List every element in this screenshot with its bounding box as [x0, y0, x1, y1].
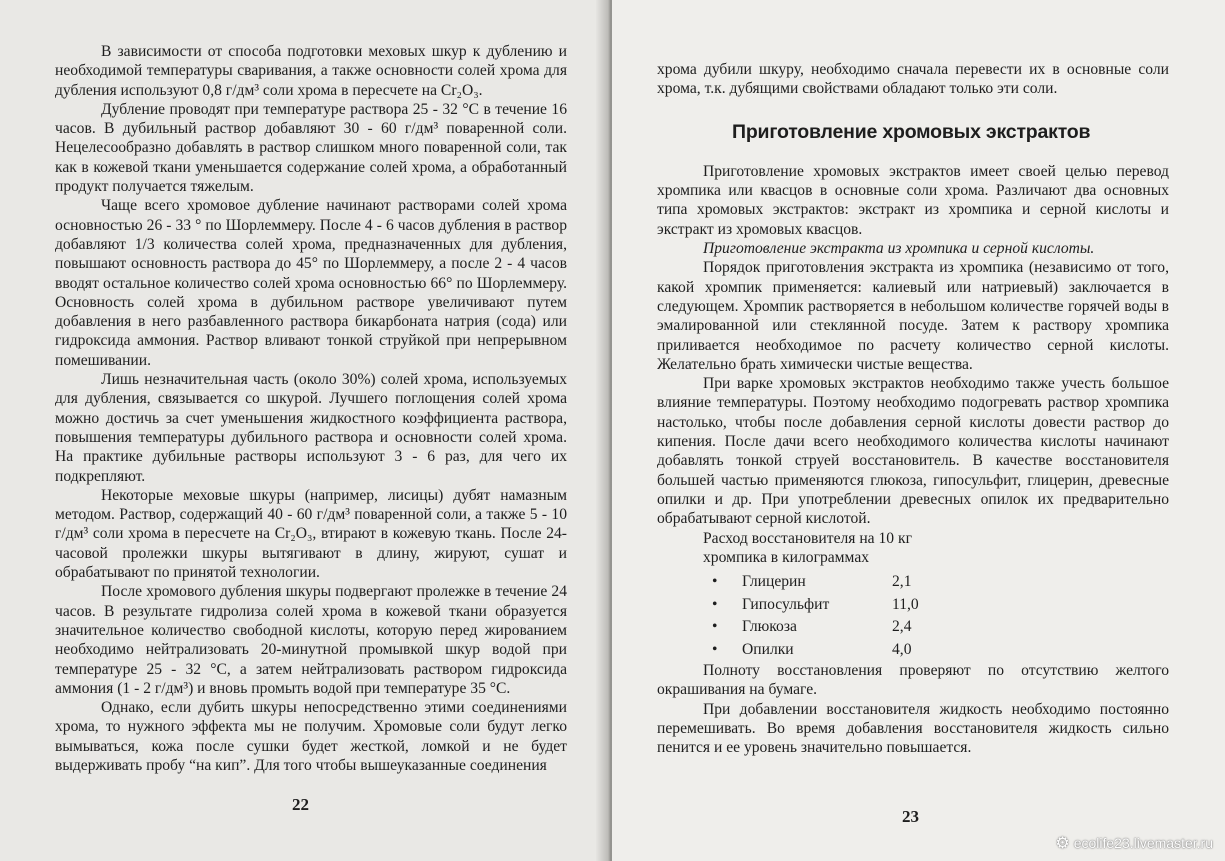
paragraph: Порядок приготовления экстракта из хромпика (независимо от того, какой хромпик применяется: калиевый или натриевый) заключается в следующем. Хромпик растворяется в небольшом количестве горячей воды в эмалированной или стеклянной посуде. Затем к раствору хромпика приливается необходимое по расчету количество серной кислоты. Желательно брать химически чистые вещества. [657, 259, 1169, 373]
list-item [712, 639, 1169, 662]
paragraph: Чаще всего хромовое дубление начинают растворами солей хрома основностью 26 - 33 ° по Шорлеммеру. После 4 - 6 часов дубления в раствор добавляют 1/3 количества солей хрома, предназначенных для дубления, повышают основность раствора до 45° по Шорлеммеру, а после 2 - 4 часов вводят остальное количество солей хрома основностью 66° по Шорлеммеру. Основность солей хрома в дубильном растворе увеличивают путем добавления в него разбавленного раствора бикарбоната натрия (сода) или гидроксида аммония. Раствор вливают тонкой струйкой при непрерывном помешивании. [55, 197, 567, 369]
right-text-column [657, 60, 1169, 758]
reagent-qty: 11,0 [892, 595, 919, 613]
bullet-icon: • [712, 573, 718, 591]
left-page [0, 0, 608, 861]
right-page [612, 0, 1225, 861]
paragraph: После хромового дубления шкуры подвергают пролежке в течение 24 часов. В результате гидролиза солей хрома в кожевой ткани образуется значительное количество свободной кислоты, которую перед жированием необходимо нейтрализовать 20-минутной промывкой шкур водой при температуре 25 - 32 °С, а затем нейтрализовать раствором гидроксида аммония (1 - 2 г/дм³) и вновь промыть водой при температуре 35 °С. [55, 583, 567, 697]
paragraph: Однако, если дубить шкуры непосредственно этими соединениями хрома, то нужного эффекта мы не получим. Хромовые соли будут легко вымываться, кожа после сушки будет жесткой, ломкой и не будет выдерживать пробу “на кип”. Для того чтобы вышеуказанные соединения [55, 699, 567, 774]
paragraph: Полноту восстановления проверяют по отсутствию желтого окрашивания на бумаге. [657, 662, 1169, 699]
reagent-table [657, 529, 1169, 662]
subheading: Приготовление экстракта из хромпика и серной кислоты. [703, 240, 1095, 258]
paragraph: Дубление проводят при температуре раствора 25 - 32 °С в течение 16 часов. В дубильный раствор добавляют 30 - 60 г/дм³ поваренной соли. Нецелесообразно добавлять в раствор слишком много поваренной соли, так как в кожевой ткани уменьшается содержание солей хрома, а обработанный продукт получается тяжелым. [55, 100, 567, 196]
bullet-icon: • [712, 640, 718, 658]
page-number: 22 [292, 795, 309, 814]
section-heading: Приготовление хромовых экстрактов [732, 120, 1091, 143]
reagent-qty: 4,0 [892, 640, 912, 658]
reagent-qty: 2,1 [892, 573, 912, 591]
bullet-icon: • [712, 618, 718, 636]
table-caption: Расход восстановителя на 10 кг [703, 529, 912, 547]
paragraph: При добавлении восстановителя жидкость необходимо постоянно перемешивать. Во время добавления восстановителя жидкость сильно пенится и ее уровень значительно повышается. [657, 700, 1169, 757]
table-caption: хромпика в килограммах [703, 548, 870, 566]
list-item [712, 616, 1169, 639]
list-item [712, 571, 1169, 594]
left-text-column [55, 42, 567, 775]
paragraph: Некоторые меховые шкуры (например, лисицы) дубят намазным методом. Раствор, содержащий 40 - 60 г/дм³ поваренной соли, а также 5 - 10 г/дм³ соли хрома в пересчете на Cr₂O₃, втирают в кожевую ткань. После 24-часовой пролежки шкуры вытягивают в длину, жируют, сушат и обрабатывают по принятой технологии. [55, 486, 567, 582]
reagent-qty: 2,4 [892, 618, 912, 636]
paragraph: Лишь незначительная часть (около 30%) солей хрома, используемых для дубления, связывается со шкурой. Лучшего поглощения солей хрома можно достичь за счет уменьшения жидкостного коэффициента раствора, повышения температуры дубильного раствора и основности солей хрома. На практике дубильные растворы используют 3 - 6 раз, для чего их подкрепляют. [55, 371, 567, 485]
reagent-name: Глицерин [742, 573, 806, 591]
paragraph: хрома дубили шкуру, необходимо сначала перевести их в основные соли хрома, т.к. дубящими свойствами обладают только эти соли. [657, 61, 1169, 98]
reagent-name: Гипосульфит [742, 595, 830, 613]
reagent-name: Глюкоза [742, 618, 797, 636]
paragraph: Приготовление хромовых экстрактов имеет своей целью перевод хромпика или квасцов в основные соли хрома. Различают два основных типа хромовых экстрактов: экстракт из хромпика и серной кислоты и экстракт из хромовых квасцов. [657, 162, 1169, 238]
paragraph: При варке хромовых экстрактов необходимо также учесть большое влияние температуры. Поэтому необходимо подогревать раствор хромпика настолько, чтобы после добавления серной кислоты довести раствор до кипения. После дачи всего необходимого количества кислоты начинают добавлять тонкой струей восстановитель. В качестве восстановителя большей частью применяются глюкоза, гипосульфит, глицерин, древесные опилки и др. При употреблении древесных опилок их предварительно обрабатывают серной кислотой. [657, 375, 1169, 528]
watermark [1055, 833, 1213, 853]
reagent-list [712, 571, 1169, 661]
paragraph: В зависимости от способа подготовки меховых шкур к дублению и необходимой температуры сваривания, а также основности солей хрома для дубления используют 0,8 г/дм³ соли хрома в пересчете на Cr₂O₃. [55, 43, 567, 99]
watermark-text: ecolife23.livemaster.ru [1073, 835, 1213, 851]
reagent-name: Опилки [742, 640, 794, 658]
page-number: 23 [902, 807, 919, 826]
list-item [712, 594, 1169, 617]
gear-icon: ⚙ [1055, 835, 1070, 852]
bullet-icon: • [712, 595, 718, 613]
